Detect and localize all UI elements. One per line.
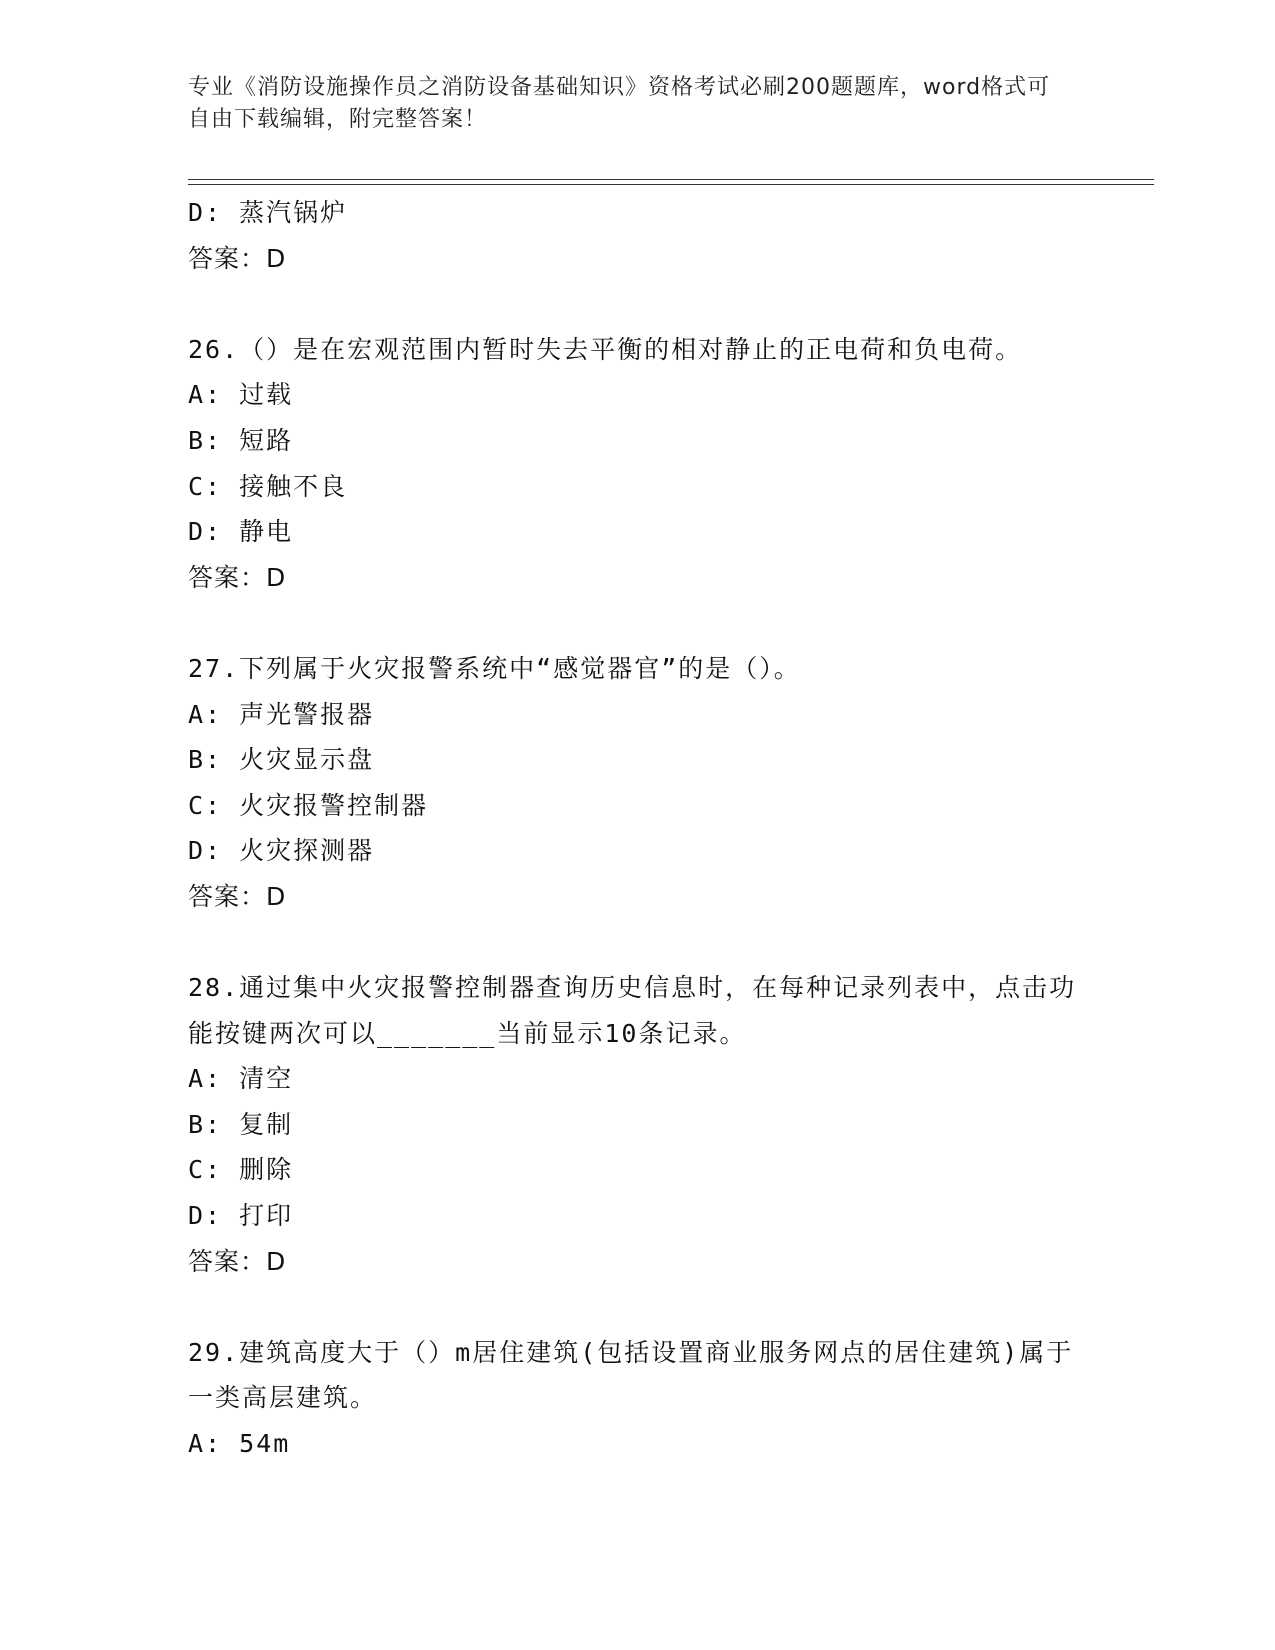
answer-25: 答案：D: [188, 243, 287, 273]
question-27-option-b: B: 火灾显示盘: [188, 745, 375, 775]
question-28-option-c: C: 删除: [188, 1155, 294, 1185]
question-27-option-c: C: 火灾报警控制器: [188, 790, 429, 820]
spacer: [188, 920, 1088, 966]
question-26-option-b: B: 短路: [188, 425, 294, 455]
question-26-stem: 26.（）是在宏观范围内暂时失去平衡的相对静止的正电荷和负电荷。: [188, 334, 1023, 364]
spacer: [188, 1284, 1088, 1330]
question-27-option-a: A: 声光警报器: [188, 699, 375, 729]
header-rule-bottom: [188, 184, 1154, 185]
question-28-option-a: A: 清空: [188, 1064, 294, 1094]
spacer: [188, 600, 1088, 646]
document-header: 专业《消防设施操作员之消防设备基础知识》资格考试必刷200题题库，word格式可自由下载编辑，附完整答案！: [188, 75, 1051, 132]
question-26-option-c: C: 接触不良: [188, 471, 348, 501]
question-27-stem: 27.下列属于火灾报警系统中“感觉器官”的是（）。: [188, 653, 801, 683]
header-rule-top: [188, 179, 1154, 180]
question-29-option-a: A: 54m: [188, 1429, 291, 1459]
answer-28: 答案：D: [188, 1246, 287, 1276]
question-content: [188, 190, 1088, 1467]
question-27-option-d: D: 火灾探测器: [188, 836, 375, 866]
question-26-option-d: D: 静电: [188, 517, 294, 547]
question-29-stem: 29.建筑高度大于（）m居住建筑(包括设置商业服务网点的居住建筑)属于一类高层建筑。: [188, 1337, 1074, 1413]
question-28-stem: 28.通过集中火灾报警控制器查询历史信息时，在每种记录列表中，点击功能按键两次可以_______当前显示10条记录。: [188, 973, 1077, 1048]
option-d-prev: D: 蒸汽锅炉: [188, 198, 348, 227]
answer-27: 答案：D: [188, 881, 287, 911]
question-28-option-d: D: 打印: [188, 1201, 294, 1231]
question-26-option-a: A: 过载: [188, 380, 294, 410]
spacer: [188, 281, 1088, 327]
answer-26: 答案：D: [188, 562, 287, 592]
question-28-option-b: B: 复制: [188, 1109, 294, 1139]
